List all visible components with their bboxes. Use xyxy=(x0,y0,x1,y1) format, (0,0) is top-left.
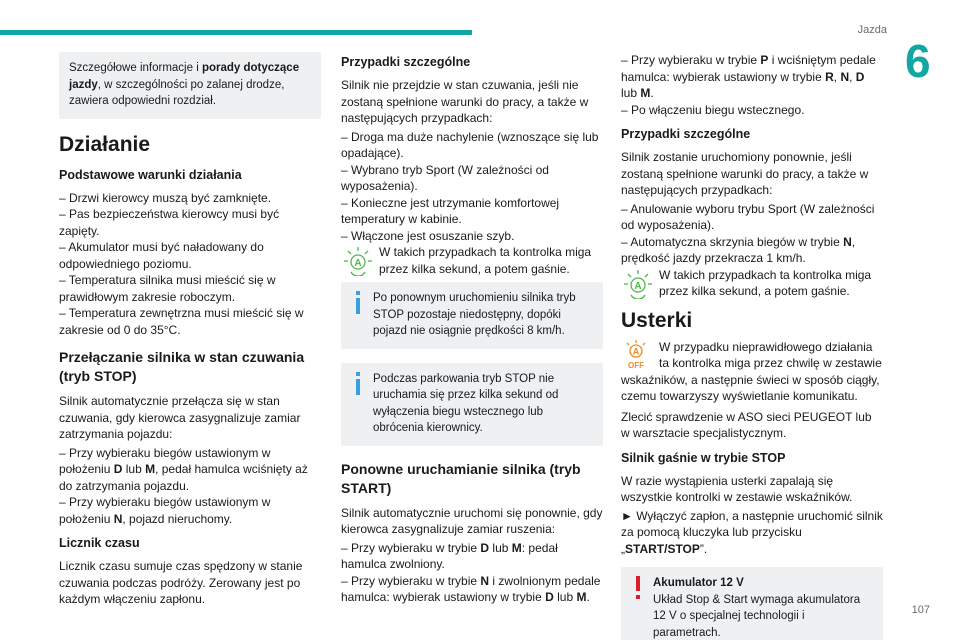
time-counter-text: Licznik czasu sumuje czas spędzony w stanie czuwania podczas podróży. Zerowany jest po każdym włączeniu zapłonu. xyxy=(59,559,303,606)
section-title-operation: Działanie xyxy=(59,132,151,156)
list-item: – Przy wybieraku w trybie D lub M: pedał hamulca zwolniony. xyxy=(341,540,558,571)
info-text: Po ponownym uruchomieniu silnika tryb STOP pozostaje niedostępny, dopóki pojazd nie osiągnie prędkości 8 km/h. xyxy=(373,292,576,337)
engine-stalls-action: ► Wyłączyć zapłon, a następnie uruchomić silnik za pomocą kluczyka lub przycisku „START/STOP”. xyxy=(621,508,883,556)
list-item: – Włączone jest osuszanie szyb. xyxy=(341,228,515,243)
special-cases-intro: Silnik zostanie uruchomiony ponownie, jeśli zostaną spełnione warunki do pracy, a także w następujących przypadkach: xyxy=(621,150,869,197)
warning-lamp-row xyxy=(341,244,603,278)
time-counter-heading: Licznik czasu xyxy=(59,536,140,550)
column-2 xyxy=(341,52,603,606)
warning-lamp-row xyxy=(621,267,883,301)
column-1 xyxy=(59,52,321,610)
list-item: – Anulowanie wyboru trybu Sport (W zależności od wyposażenia). xyxy=(621,201,875,232)
note-bold-text: porady dotyczące jazdy xyxy=(69,62,300,91)
special-cases-heading: Przypadki szczególne xyxy=(341,55,471,69)
info-icon xyxy=(351,291,365,315)
lamp-text: W takich przypadkach ta kontrolka miga przez kilka sekund, a potem gaśnie. xyxy=(379,245,592,276)
list-item: – Pas bezpieczeństwa kierowcy musi być zapięty. xyxy=(59,207,280,238)
engine-stalls-text: W razie wystąpienia usterki zapalają się wszystkie kontrolki w zestawie wskaźników. xyxy=(621,473,853,504)
standby-intro: Silnik automatycznie przełącza się w stan czuwania, gdy kierowca zasygnalizuje zamiar zatrzymania pojazdu: xyxy=(59,394,301,441)
section-name: Jazda xyxy=(857,24,887,36)
warning-title: Akumulator 12 V xyxy=(653,577,744,589)
stop-start-fault-lamp-icon xyxy=(621,340,651,370)
info-text: Podczas parkowania tryb STOP nie uruchamia się przez kilka sekund od wyłączenia biegu wstecznego lub obrócenia kierownicy. xyxy=(373,372,559,434)
basic-conditions-heading: Podstawowe warunki działania xyxy=(59,167,242,182)
list-item: – Przy wybieraku biegów ustawionym w położeniu D lub M, pedał hamulca wciśnięty aż do zatrzymania pojazdu. xyxy=(59,445,308,493)
info-box xyxy=(341,282,603,349)
section-title-faults: Usterki xyxy=(621,308,693,332)
special-cases-intro: Silnik nie przejdzie w stan czuwania, jeśli nie zostaną spełnione warunki do pracy, a także w następujących przypadkach: xyxy=(341,78,589,125)
note-text-end: , w szczególności po zalanej drodze, zawiera odpowiedni rozdział. xyxy=(69,78,285,107)
list-item: – Przy wybieraku w trybie N i zwolnionym pedale hamulca: wybierak ustawiony w trybie D lub M. xyxy=(341,573,601,604)
info-icon xyxy=(351,372,365,396)
warning-box xyxy=(621,567,883,640)
lamp-text: W takich przypadkach ta kontrolka miga przez kilka sekund, a potem gaśnie. xyxy=(659,267,872,298)
list-item: – Przy wybieraku biegów ustawionym w położeniu N, pojazd nieruchomy. xyxy=(59,495,271,526)
note-text: Szczegółowe informacje i xyxy=(69,62,202,74)
page-number: 107 xyxy=(911,604,930,616)
special-cases-heading: Przypadki szczególne xyxy=(621,127,751,141)
list-item: – Drzwi kierowcy muszą być zamknięte. xyxy=(59,190,272,205)
warning-exclamation-icon xyxy=(631,576,645,600)
restart-heading: Ponowne uruchamianie silnika (tryb START) xyxy=(341,460,581,496)
list-item: – Temperatura silnika musi mieścić się w prawidłowym zakresie roboczym. xyxy=(59,273,276,304)
basic-conditions-list xyxy=(59,190,321,339)
list-item: – Droga ma duże nachylenie (wznoszące się lub opadające). xyxy=(341,129,599,160)
list-item: – Wybrano tryb Sport (W zależności od wyposażenia). xyxy=(341,162,549,193)
stop-start-lamp-icon xyxy=(343,246,373,276)
list-item: – Przy wybieraku w trybie P i wciśniętym pedale hamulca: wybierak ustawiony w trybie R, N, D lub M. xyxy=(621,53,876,100)
column-3 xyxy=(621,52,883,640)
header-accent-bar xyxy=(0,30,472,35)
list-item: – Temperatura zewnętrzna musi mieścić się w zakresie od 0 do 35°C. xyxy=(59,306,304,337)
engine-stalls-heading: Silnik gaśnie w trybie STOP xyxy=(621,450,786,465)
faults-service-text: Zlecić sprawdzenie w ASO sieci PEUGEOT lub w warsztacie specjalistycznym. xyxy=(621,409,872,440)
list-item: – Akumulator musi być naładowany do odpowiedniego poziomu. xyxy=(59,240,264,271)
info-box xyxy=(341,363,603,446)
fault-lamp-row xyxy=(621,339,883,405)
chapter-number: 6 xyxy=(905,35,931,87)
list-item: – Konieczne jest utrzymanie komfortowej temperatury w kabinie. xyxy=(341,195,560,226)
svg-text:A: A xyxy=(634,280,642,292)
note-box xyxy=(59,52,321,119)
list-item: – Automatyczna skrzynia biegów w trybie N, prędkość jazdy przekracza 1 km/h. xyxy=(621,234,856,265)
restart-intro: Silnik automatycznie uruchomi się ponownie, gdy kierowca zasygnalizuje zamiar ruszenia: xyxy=(341,505,603,536)
list-item: – Po włączeniu biegu wstecznego. xyxy=(621,102,805,117)
svg-text:A: A xyxy=(632,346,640,356)
standby-heading: Przełączanie silnika w stan czuwania (tryb STOP) xyxy=(59,349,305,384)
fault-lamp-text: W przypadku nieprawidłowego działania ta kontrolka miga przez chwilę w zestawie wskaźników, a następnie świeci w sposób ciągły, czemu towarzyszy wyświetlanie komunikatu. xyxy=(621,339,882,403)
svg-text:OFF: OFF xyxy=(628,360,644,370)
svg-text:A: A xyxy=(354,258,362,269)
warning-text: Układ Stop & Start wymaga akumulatora 12 V o specjalnej technologii i parametrach. xyxy=(653,593,861,639)
stop-start-lamp-icon xyxy=(623,269,653,299)
